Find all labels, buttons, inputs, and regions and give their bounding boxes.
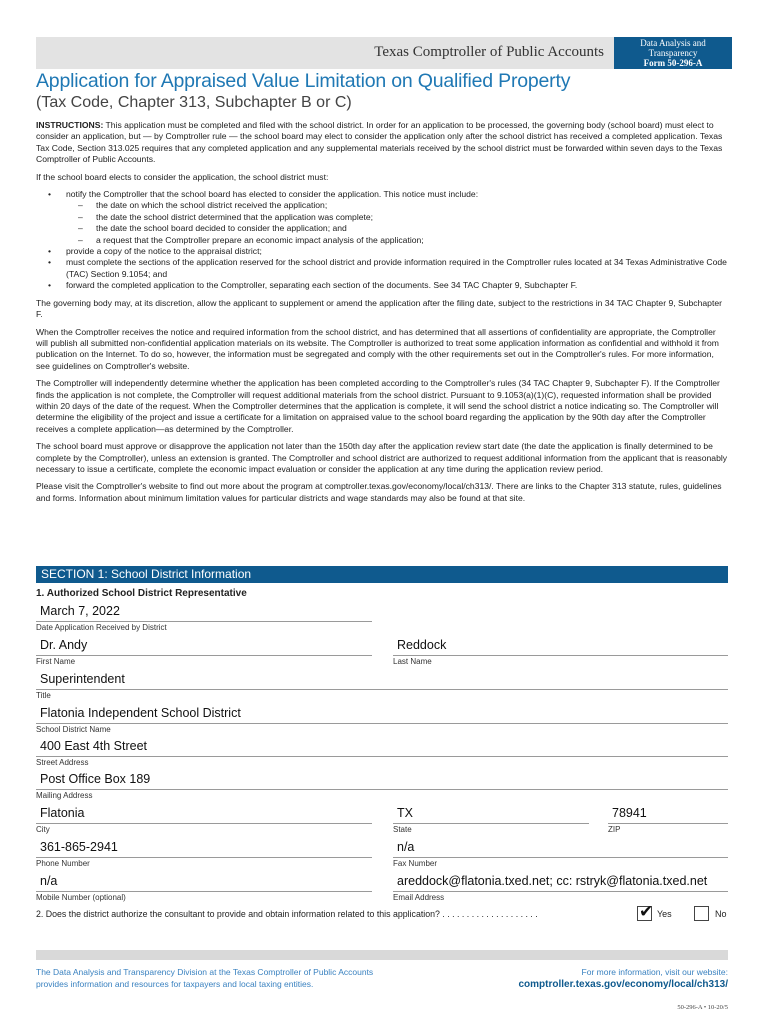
first-name-label: First Name bbox=[36, 657, 76, 666]
footer-line: provides information and resources for taxpayers and local taxing entities. bbox=[36, 979, 314, 989]
mobile-label: Mobile Number (optional) bbox=[36, 893, 126, 902]
zip-field[interactable]: 78941 bbox=[612, 806, 647, 820]
field-line bbox=[393, 891, 728, 892]
phone-label: Phone Number bbox=[36, 859, 90, 868]
field-line bbox=[36, 621, 372, 622]
street-address-field[interactable]: 400 East 4th Street bbox=[40, 739, 148, 753]
mailing-address-label: Mailing Address bbox=[36, 791, 93, 800]
field-line bbox=[36, 891, 372, 892]
list-item: – the date on which the school district received the application; bbox=[96, 200, 728, 211]
street-address-label: Street Address bbox=[36, 758, 89, 767]
first-name-field[interactable]: Dr. Andy bbox=[40, 638, 88, 652]
footer-bar bbox=[36, 950, 728, 960]
date-received-field[interactable]: March 7, 2022 bbox=[40, 604, 120, 618]
dash-list bbox=[66, 200, 728, 246]
field-line bbox=[36, 655, 372, 656]
field-line bbox=[393, 857, 728, 858]
form-id: Form 50-296-A bbox=[643, 58, 703, 68]
mobile-field[interactable]: n/a bbox=[40, 874, 58, 888]
question-2-label: 2. Does the district authorize the consultant to provide and obtain information related to this application? . . . . . . . . . . . . . . . . . . . . bbox=[36, 909, 538, 919]
agency-name: Texas Comptroller of Public Accounts bbox=[374, 44, 604, 60]
mailing-address-field[interactable]: Post Office Box 189 bbox=[40, 772, 151, 786]
list-item: • provide a copy of the notice to the appraisal district; bbox=[66, 246, 728, 257]
paragraph: The school board must approve or disapprove the application not later than the 150th day after the application review start date (the date the application is finally determined to be complete by the Comptroller), unless an extension is granted. The Comptroller and school district are authorized to request additional information from the applicant that is reasonably necessary to issue a certificate, complete the economic impact evaluation or consider the application at any time during the application review period. bbox=[36, 441, 728, 474]
section-1-header bbox=[36, 566, 728, 583]
city-field[interactable]: Flatonia bbox=[40, 806, 85, 820]
list-item bbox=[66, 189, 728, 246]
field-line bbox=[393, 655, 728, 656]
instructions-intro bbox=[36, 120, 728, 166]
header-bar bbox=[36, 37, 614, 69]
page-title: Application for Appraised Value Limitation on Qualified Property bbox=[36, 70, 571, 92]
instructions bbox=[36, 120, 728, 510]
fax-field[interactable]: n/a bbox=[397, 840, 415, 854]
field-line bbox=[36, 723, 728, 724]
yes-checkbox[interactable] bbox=[637, 902, 654, 921]
last-name-field[interactable]: Reddock bbox=[397, 638, 447, 652]
list-item: – the date the school board decided to consider the application; and bbox=[96, 223, 728, 234]
field-line bbox=[36, 756, 728, 757]
footer-website-link[interactable]: comptroller.texas.gov/economy/local/ch313/ bbox=[518, 979, 728, 990]
title-label: Title bbox=[36, 691, 51, 700]
division-name-line1: Data Analysis and bbox=[640, 38, 706, 48]
last-name-label: Last Name bbox=[393, 657, 432, 666]
no-label: No bbox=[715, 909, 727, 919]
page-subtitle: (Tax Code, Chapter 313, Subchapter B or C) bbox=[36, 94, 352, 111]
state-field[interactable]: TX bbox=[397, 806, 413, 820]
instructions-text: This application must be completed and filed with the school district. In order for an application to be processed, the governing body (school board) must elect to consider an application, but — by Comptroller rule — the school board may elect to consider the application only after the school district has received a completed application. Texas Tax Code, Section 313.025 requires that any completed application and any supplemental materials received by the school district must be forwarded within seven days to the Texas Comptroller of Public Accounts. bbox=[36, 120, 723, 165]
instructions-label: INSTRUCTIONS: bbox=[36, 120, 104, 130]
field-line bbox=[36, 689, 728, 690]
list-item: • must complete the sections of the application reserved for the school district and provide information required in the Comptroller rules located at 34 Texas Administrative Code (TAC) Section 9.1054; and bbox=[66, 257, 728, 280]
fax-label: Fax Number bbox=[393, 859, 438, 868]
field-line bbox=[393, 823, 589, 824]
phone-field[interactable]: 361-865-2941 bbox=[40, 840, 118, 854]
school-district-field[interactable]: Flatonia Independent School District bbox=[40, 706, 241, 720]
bullet-list bbox=[36, 189, 728, 292]
state-label: State bbox=[393, 825, 412, 834]
field-line bbox=[608, 823, 728, 824]
email-field[interactable]: areddock@flatonia.txed.net; cc: rstryk@flatonia.txed.net bbox=[397, 874, 708, 888]
footer-line: The Data Analysis and Transparency Division at the Texas Comptroller of Public Accounts bbox=[36, 967, 374, 977]
yes-label: Yes bbox=[657, 909, 672, 919]
paragraph: If the school board elects to consider the application, the school district must: bbox=[36, 171, 329, 182]
footer-website bbox=[518, 966, 728, 991]
date-received-label: Date Application Received by District bbox=[36, 623, 167, 632]
form-number: 50-296-A • 10-20/5 bbox=[677, 1004, 728, 1011]
field-line bbox=[36, 823, 372, 824]
form-id-box bbox=[614, 37, 732, 69]
bullet-text: notify the Comptroller that the school board has elected to consider the application. This notice must include: bbox=[66, 189, 479, 200]
list-item: • forward the completed application to the Comptroller, separating each section of the documents. See 34 TAC Chapter 9, Subchapter F. bbox=[66, 280, 728, 291]
footer-website-label: For more information, visit our website: bbox=[581, 967, 728, 977]
footer-description bbox=[36, 966, 406, 990]
school-district-label: School District Name bbox=[36, 725, 111, 734]
question-1-label: 1. Authorized School District Representative bbox=[36, 588, 247, 599]
paragraph: When the Comptroller receives the notice and required information from the school district, and has determined that all assertions of confidentiality are appropriate, the Comptroller will publish all submitted non-confidential application materials on its website. The Comptroller is authorized to treat some application information as confidential and withhold it from publication on the Internet. To do so, however, the information must be segregated and comply with the other requirements set out in the Comptroller's rules. For more information, see guidelines on Comptroller's website. bbox=[36, 326, 719, 371]
field-line bbox=[36, 857, 372, 858]
zip-label: ZIP bbox=[608, 825, 621, 834]
no-checkbox[interactable] bbox=[694, 906, 709, 921]
list-item: – the date the school district determined that the application was complete; bbox=[96, 212, 728, 223]
paragraph: Please visit the Comptroller's website to find out more about the program at comptroller.texas.gov/economy/local/ch313/. There are links to the Chapter 313 statute, rules, guidelines and forms. Information about minimum limitation values for particular districts and wage standards may also be found at that site. bbox=[36, 481, 722, 503]
paragraph: The governing body may, at its discretion, allow the applicant to supplement or amend the application after the filing date, subject to the restrictions in 34 TAC Chapter 9, Subchapter F. bbox=[36, 297, 722, 320]
city-label: City bbox=[36, 825, 50, 834]
title-field[interactable]: Superintendent bbox=[40, 672, 125, 686]
email-label: Email Address bbox=[393, 893, 445, 902]
section-1-title: SECTION 1: School District Information bbox=[41, 567, 252, 581]
paragraph: The Comptroller will independently determine whether the application has been completed according to the Comptroller's rules (34 TAC Chapter 9, Subchapter F). If the Comptroller finds the application is not complete, the Comptroller will request additional materials from the school district. Pursuant to 9.1053(a)(1)(C), requested information shall be provided within 20 days of the date of the request. When the Comptroller determines that the application is complete, it will send the school district a notice indicating so. The Comptroller will determine the eligibility of the project and issue a certificate for a limitation on appraised value to the school board regarding the application by the 90th day after the Comptroller receives a complete application—as determined by the Comptroller. bbox=[36, 378, 720, 434]
field-line bbox=[36, 789, 728, 790]
list-item: – a request that the Comptroller prepare an economic impact analysis of the application; bbox=[96, 235, 728, 246]
check-mark-icon: ✔ bbox=[639, 902, 654, 921]
division-name-line2: Transparency bbox=[648, 48, 698, 58]
